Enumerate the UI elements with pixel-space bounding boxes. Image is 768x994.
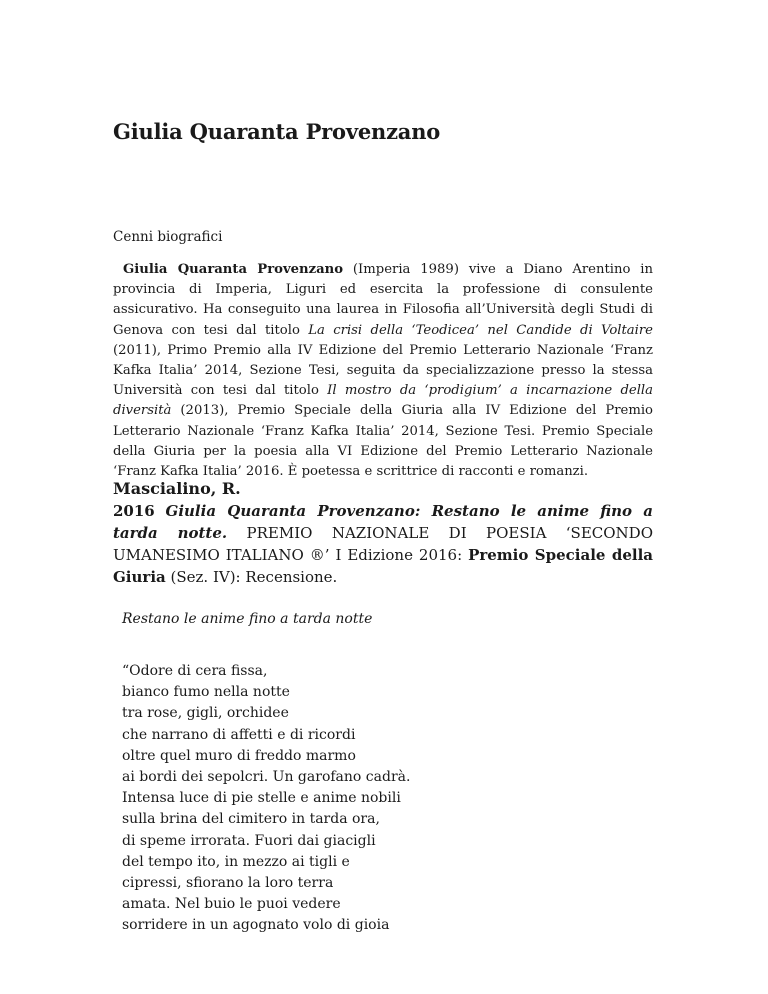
poem-line: “Odore di cera fissa,	[122, 663, 268, 679]
review-author: Mascialino, R.	[113, 479, 241, 498]
poem-line: bianco fumo nella notte	[122, 684, 290, 701]
bio-text-2: (2011), Primo Premio alla IV Edizione del Premio Letterario Nazionale ‘Franz Kafka Italia’ 2014, Sezione Tesi, seguita da specializzazione presso la stessa Università con tesi dal titolo	[113, 342, 653, 399]
bio-thesis-2: Il mostro da ‘prodigium’ a incarnazione della diversità	[113, 383, 653, 419]
poem-line: del tempo ito, in mezzo ai tigli e	[122, 853, 350, 870]
page-title: Giulia Quaranta Provenzano	[113, 119, 441, 144]
bio-author-name: Giulia Quaranta Provenzano	[123, 262, 344, 277]
review-prize: Premio Speciale della Giuria	[113, 546, 653, 586]
poem-line: che narrano di affetti e di ricordi	[122, 726, 356, 743]
review-details: PREMIO NAZIONALE DI POESIA ‘SECONDO UMANESIMO ITALIANO ®’ I Edizione 2016:	[113, 524, 653, 564]
review-suffix: (Sez. IV): Recensione.	[165, 568, 338, 586]
poem-line: sulla brina del cimitero in tarda ora,	[122, 811, 380, 828]
poem-title: Restano le anime fino a tarda notte	[122, 611, 373, 627]
bio-paragraph	[113, 260, 653, 482]
poem-body	[122, 661, 410, 937]
poem-line: ai bordi dei sepolcri. Un garofano cadrà.	[122, 769, 411, 786]
bio-text-1: (Imperia 1989) vive a Diano Arentino in provincia di Imperia, Liguri ed esercita la professione di consulente assicurativo. Ha conseguito una laurea in Filosofia all’Università degli Studi di Genova con tesi dal titolo	[113, 262, 653, 338]
poem-line: oltre quel muro di freddo marmo	[122, 747, 356, 764]
bio-thesis-1: La crisi della ‘Teodicea’ nel Candide di Voltaire	[308, 322, 653, 338]
poem-line: tra rose, gigli, orchidee	[122, 705, 289, 722]
poem-line: amata. Nel buio le puoi vedere	[122, 896, 341, 913]
poem-line: Intensa luce di pie stelle e anime nobili	[122, 790, 401, 807]
bio-text-3: (2013), Premio Speciale della Giuria alla IV Edizione del Premio Letterario Nazionale ‘Franz Kafka Italia’ 2014, Sezione Tesi. Premio Speciale della Giuria per la poesia alla VI Edizione del Premio Letterario Nazionale ‘Franz Kafka Italia’ 2016. È poetessa e scrittrice di racconti e romanzi.	[113, 403, 653, 480]
review-citation	[113, 500, 653, 588]
poem-line: sorridere in un agognato volo di gioia	[122, 917, 390, 934]
review-work-title: Giulia Quaranta Provenzano: Restano le anime fino a tarda notte.	[113, 502, 653, 542]
bio-heading: Cenni biografici	[113, 229, 223, 245]
poem-line: di speme irrorata. Fuori dai giacigli	[122, 832, 376, 849]
poem-line: cipressi, sfiorano la loro terra	[122, 875, 334, 892]
review-year: 2016	[113, 502, 155, 520]
review-reference	[113, 478, 653, 588]
